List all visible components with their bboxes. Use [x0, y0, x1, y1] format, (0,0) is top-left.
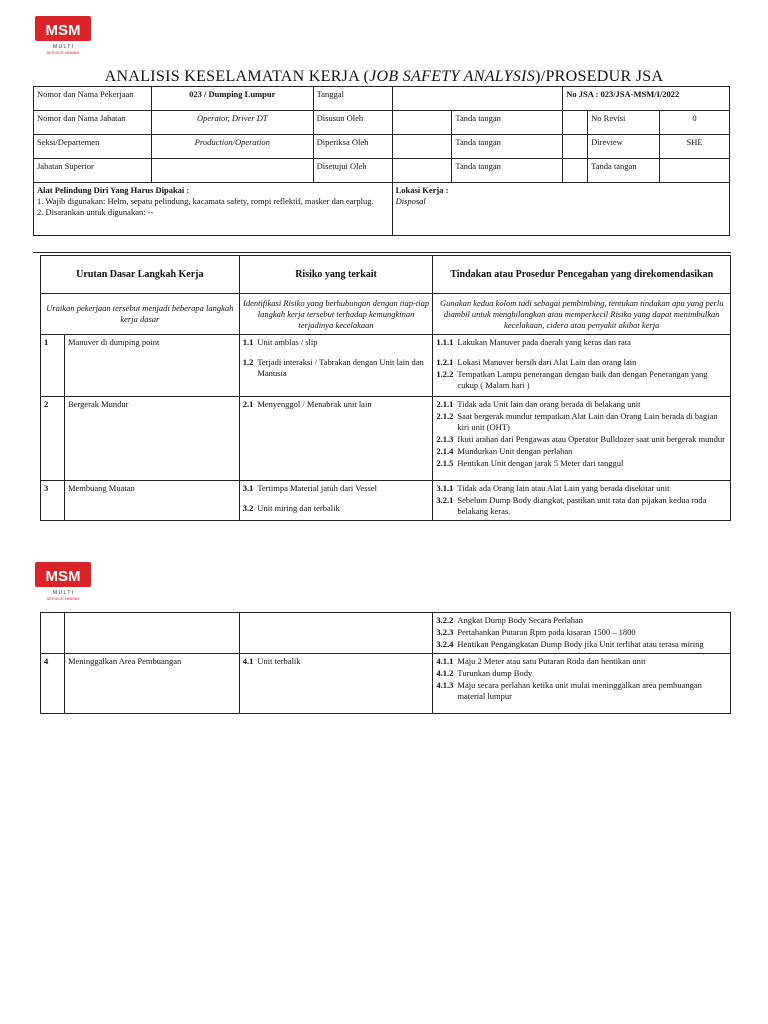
risk-cell: 3.1 Tertimpa Material jatuh dari Vessel 3.2 Unit miring dan terbalik — [239, 481, 433, 521]
label-checked-by: Diperiksa Oleh — [313, 135, 392, 159]
label-position: Nomor dan Nama Jabatan — [34, 111, 152, 135]
step-number: 2 — [41, 397, 65, 481]
table-row — [41, 335, 731, 397]
ppe-item-2: 2. Disarankan untuk digunakan: -- — [37, 207, 154, 217]
value-revision: 0 — [660, 111, 730, 135]
logo-sub2-text: SERVICE MINING — [46, 596, 80, 601]
label-signature-2: Tanda tangan — [452, 135, 563, 159]
logo-brand-text: MSM — [45, 22, 81, 39]
jsa-table-continued — [40, 612, 731, 714]
logo-sub-text: M U L T I — [52, 44, 74, 50]
value-section: Production/Operation — [151, 135, 313, 159]
col-desc-actions: Gunakan kedua kolom tadi sebagai pembimbing, tentukan tindakan apa yang perlu diambil untuk menghilangkan atau memperkecil Risiko yang dapat menimbulkan kecelakaan, cidera atau penyakit akibat kerja — [433, 294, 731, 335]
table-row — [41, 654, 731, 714]
col-header-steps: Urutan Dasar Langkah Kerja — [41, 256, 240, 294]
col-header-actions: Tindakan atau Prosedur Pencegahan yang direkomendasikan — [433, 256, 731, 294]
table-row — [41, 481, 731, 521]
step-number: 4 — [41, 654, 65, 714]
col-header-risks: Risiko yang terkait — [239, 256, 433, 294]
value-reviewed: SHE — [660, 135, 730, 159]
risk-cell: 2.1 Menyenggol / Menabrak unit lain — [239, 397, 433, 481]
step-text: Bergerak Mundur — [64, 397, 239, 481]
label-date: Tanggal — [313, 87, 392, 111]
action-cell: 4.1.1 Maju 2 Meter atau satu Putaran Roda dan hentikan unit 4.1.2 Turunkan dump Body 4.1.3 Maju secara perlahan ketika unit mulai meninggalkan area pembuangan material lumpur — [433, 654, 731, 714]
step-text: Manuver di dumping point — [64, 335, 239, 397]
step-number: 1 — [41, 335, 65, 397]
company-logo-page2 — [33, 560, 93, 602]
label-revision: No Revisi — [588, 111, 660, 135]
table-row — [41, 613, 731, 654]
step-number: 3 — [41, 481, 65, 521]
location-value: Disposal — [395, 196, 426, 206]
location-title: Lokasi Kerja : — [395, 185, 449, 195]
jsa-table — [40, 255, 731, 521]
action-cell: 1.1.1 Lakukan Manuver pada daerah yang keras dan rata 1.2.1 Lokasi Manuver bersih dari Alat Lain dan orang lain 1.2.2 Tempatkan Lampu penerangan dengan baik dan dengan Penerangan yang cukup ( Malam hari ) — [433, 335, 731, 397]
action-cell: 3.1.1 Tidak ada Orang lain atau Alat Lain yang berada disekitar unit 3.2.1 Sebelum Dump Body diangkat, pastikan unit rata dan pijakan kedua roda belakang keras. — [433, 481, 731, 521]
ppe-item-1: 1. Wajib digunakan: Helm, sepatu pelindung, kacamata safety, rompi reflektif, masker dan earplug. — [37, 196, 374, 206]
label-signature-3: Tanda tangan — [452, 159, 563, 183]
table-row — [41, 397, 731, 481]
label-signature-4: Tanda tangan — [588, 159, 660, 183]
logo-brand-text: MSM — [45, 568, 81, 585]
company-logo — [33, 14, 93, 56]
label-signature-1: Tanda tangan — [452, 111, 563, 135]
value-date — [392, 87, 563, 111]
ppe-cell — [34, 183, 393, 236]
label-reviewed: Direview — [588, 135, 660, 159]
separator-line — [33, 252, 731, 253]
action-cell: 2.1.1 Tidak ada Unit lain dan orang berada di belakang unit 2.1.2 Saat bergerak mundur tempatkan Alat Lain dan Orang Lain berada di bagian kiri unit (OHT) 2.1.3 Ikuti arahan dari Pengawas atau Operator Bulldozer saat unit bergerak mundur 2.1.4 Mundurkan Unit dengan perlahan 2.1.5 Hentikan Unit dengan jarak 5 Meter dari tanggul — [433, 397, 731, 481]
step-text: Membuang Muatan — [64, 481, 239, 521]
label-superior: Jabatan Superior — [34, 159, 152, 183]
label-approved-by: Disetujui Oleh — [313, 159, 392, 183]
ppe-title: Alat Pelindung Diri Yang Harus Dipakai : — [37, 185, 190, 195]
value-job: 023 / Dumping Lumpur — [151, 87, 313, 111]
label-prepared-by: Disusun Oleh — [313, 111, 392, 135]
label-job: Nomor dan Nama Pekerjaan — [34, 87, 152, 111]
action-cell: 3.2.2 Angkat Dump Body Secara Perlahan 3.2.3 Pertahankan Putaran Rpm pada kisaran 1500 – 1800 3.2.4 Hentikan Pengangkatan Dump Body jika Unit terlihat atau terasa miring — [433, 613, 731, 654]
risk-cell: 1.1 Unit amblas / slip 1.2 Terjadi interaksi / Tabrakan dengan Unit lain dan Manusia — [239, 335, 433, 397]
document-title: ANALISIS KESELAMATAN KERJA (JOB SAFETY ANALYSIS)/PROSEDUR JSA — [104, 68, 664, 85]
location-cell — [392, 183, 729, 236]
logo-sub-text: M U L T I — [52, 590, 74, 596]
col-desc-risks: Identifikasi Risiko yang berhubungan dengan tiap-tiap langkah kerja tersebut terhadap kemungkinan terjadinya kecelakaan — [239, 294, 433, 335]
step-text: Meninggalkan Area Pembuangan — [64, 654, 239, 714]
value-position: Operator, Driver DT — [151, 111, 313, 135]
header-table — [33, 86, 730, 236]
logo-sub2-text: SERVICE MINING — [46, 50, 80, 55]
col-desc-steps: Uraikan pekerjaan tersebut menjadi beberapa langkah kerja dasar — [41, 294, 240, 335]
risk-cell: 4.1 Unit terbalik — [239, 654, 433, 714]
value-jsa-number: No JSA : 023/JSA-MSM/I/2022 — [563, 87, 730, 111]
label-section: Seksi/Departemen — [34, 135, 152, 159]
